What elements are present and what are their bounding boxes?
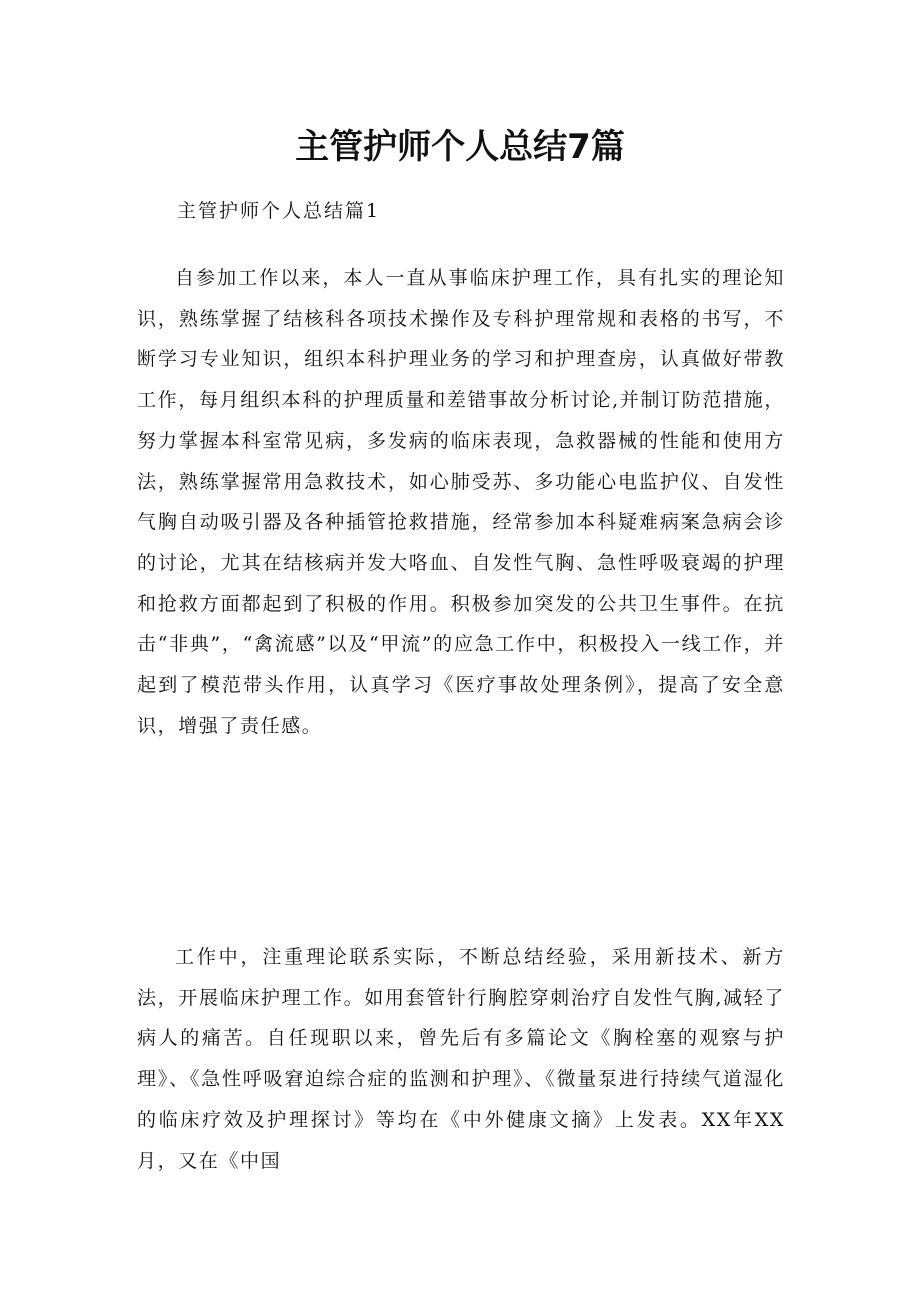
paragraph-1: 自参加工作以来，本人一直从事临床护理工作，具有扎实的理论知识，熟练掌握了结核科各项技术操作及专科护理常规和表格的书写，不断学习专业知识，组织本科护理业务的学习和护理查房，认真做好带教工作，每月组织本科的护理质量和差错事故分析讨论,并制订防范措施，努力掌握本科室常见病，多发病的临床表现，急救器械的性能和使用方法，熟练掌握常用急救技术，如心肺受苏、多功能心电监护仪、自发性气胸自动吸引器及各种插管抢救措施，经常参加本科疑难病案急病会诊的讨论，尤其在结核病并发大咯血、自发性气胸、急性呼吸衰竭的护理和抢救方面都起到了积极的作用。积极参加突发的公共卫生事件。在抗击“非典”，“禽流感”以及“甲流”的应急工作中，积极投入一线工作，并起到了模范带头作用，认真学习《医疗事故处理条例》，提高了安全意识，增强了责任感。 <box>137 267 785 737</box>
section-heading: 主管护师个人总结篇1 <box>177 200 381 222</box>
document-title: 主管护师个人总结7篇 <box>295 127 625 167</box>
paragraph-2: 工作中，注重理论联系实际，不断总结经验，采用新技术、新方法，开展临床护理工作。如用套管针行胸腔穿刺治疗自发性气胸,减轻了病人的痛苦。自任现职以来，曾先后有多篇论文《胸栓塞的观察与护理》、《急性呼吸窘迫综合症的监测和护理》、《微量泵进行持续气道湿化的临床疗效及护理探讨》等均在《中外健康文摘》上发表。XX年XX月，又在《中国 <box>137 946 785 1172</box>
